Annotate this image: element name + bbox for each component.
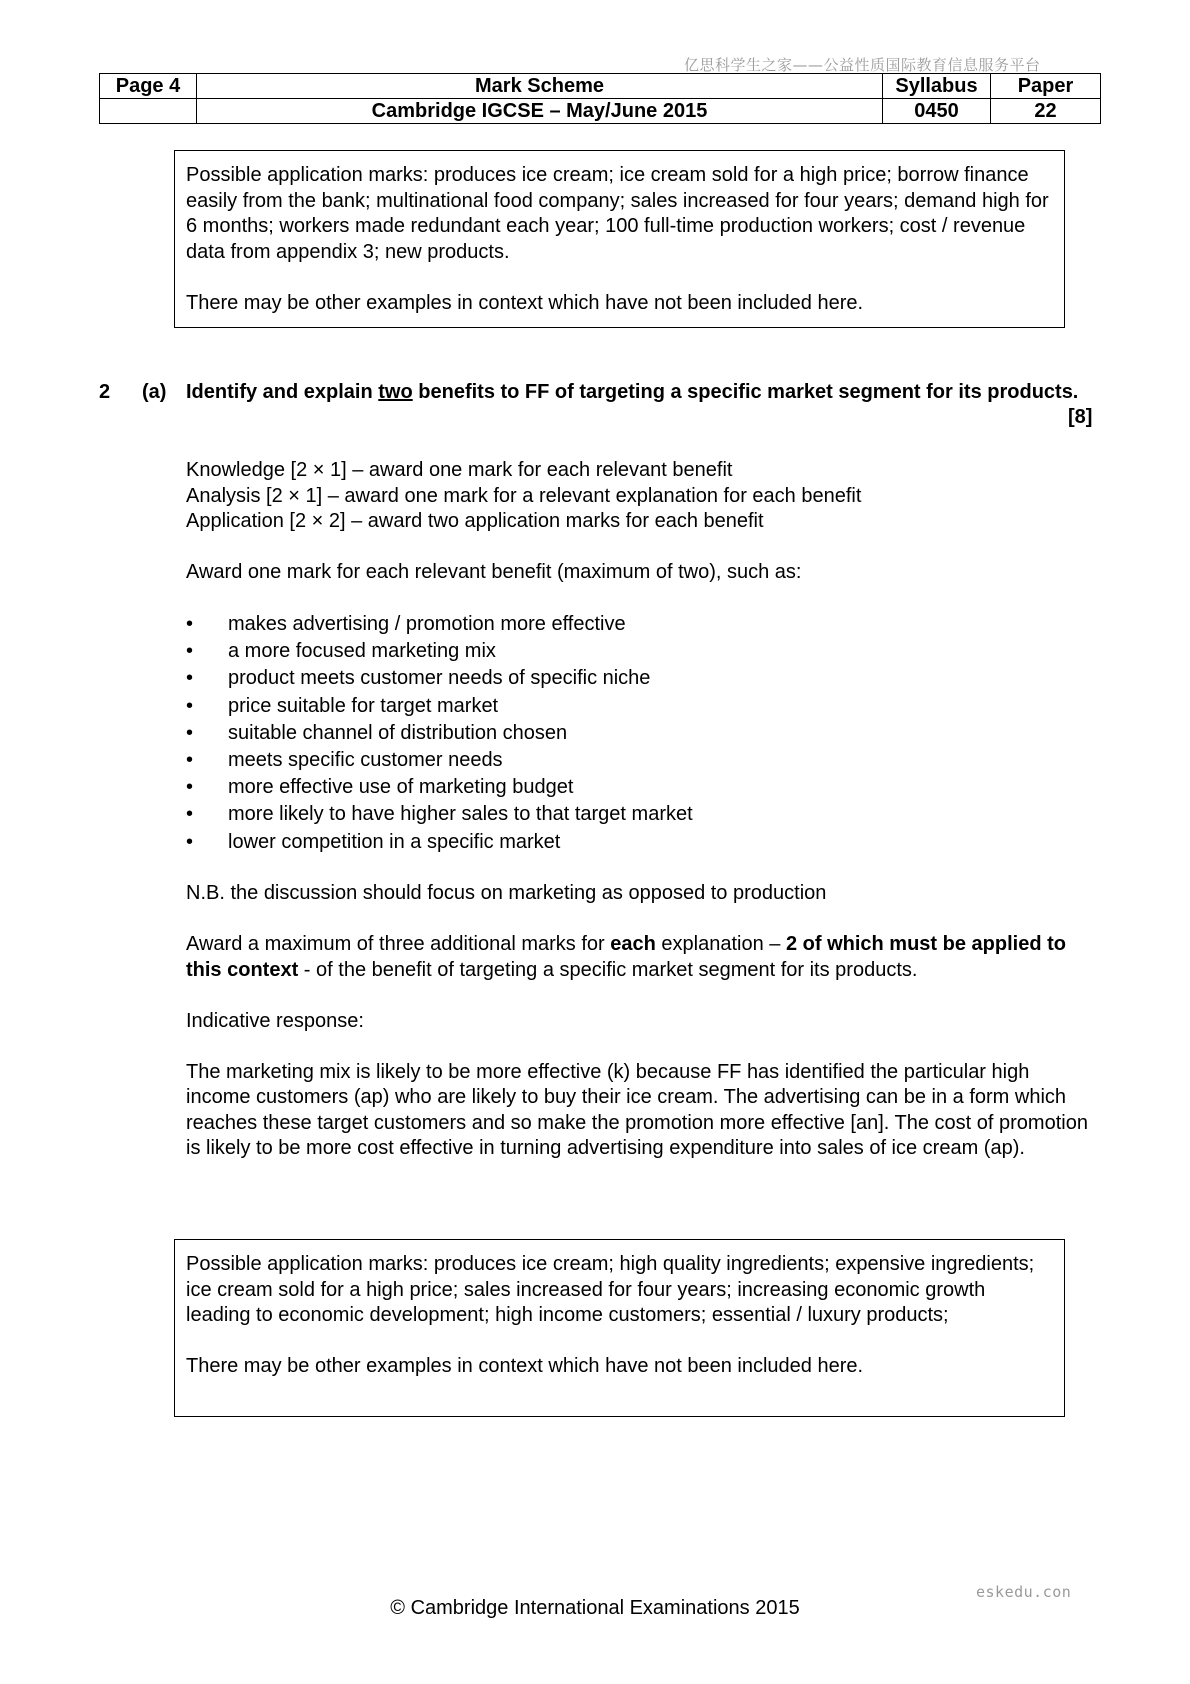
application-marks-box-1 — [174, 150, 1065, 328]
list-item: • more likely to have higher sales to that target market — [186, 801, 1096, 828]
list-item: • lower competition in a specific market — [186, 829, 1096, 856]
question-text-end: benefits to FF of targeting a specific market segment for its products. — [412, 381, 1079, 403]
bullet-icon: • — [186, 640, 194, 663]
application-marks-note: There may be other examples in context which have not been included here. — [186, 1355, 864, 1377]
copyright-footer: © Cambridge International Examinations 2015 — [390, 1597, 800, 1619]
question-marks: [8] — [1068, 406, 1093, 428]
application-marks-box-2 — [174, 1239, 1065, 1417]
question-text-start: Identify and explain — [186, 381, 379, 403]
bullet-icon: • — [186, 721, 194, 744]
indicative-label: Indicative response: — [186, 1009, 364, 1032]
list-item: • meets specific customer needs — [186, 747, 1096, 774]
criteria-analysis: Analysis [2 × 1] – award one mark for a relevant explanation for each benefit — [186, 484, 862, 507]
header-table — [99, 73, 1101, 124]
list-item: • suitable channel of distribution chosen — [186, 720, 1096, 747]
bullet-icon: • — [186, 776, 194, 799]
bottom-watermark: eskedu.con — [976, 1583, 1072, 1601]
indicative-response: The marketing mix is likely to be more effective (k) because FF has identified the particular high income customers (ap) who are likely to buy their ice cream. The advertising can be in a form which reaches these target customers and so make the promotion more effective [an]. The cost of promotion is likely to be more cost effective in turning advertising expenditure into sales of ice cream (ap). — [186, 1060, 1088, 1160]
additional-marks-text: Award a maximum of three additional marks for each explanation – 2 of which must be applied to this context - of the benefit of targeting a specific market segment for its products. — [186, 933, 1066, 981]
question-part: (a) — [142, 381, 167, 403]
list-item: • product meets customer needs of specific niche — [186, 665, 1096, 692]
document-subtitle: Cambridge IGCSE – May/June 2015 — [197, 99, 883, 124]
question-text — [186, 380, 1086, 406]
list-item: • price suitable for target market — [186, 693, 1096, 720]
criteria-knowledge: Knowledge [2 × 1] – award one mark for each relevant benefit — [186, 459, 733, 481]
question-text-underlined: two — [378, 381, 413, 403]
syllabus-label: Syllabus — [883, 74, 991, 99]
paper-label: Paper — [991, 74, 1101, 99]
bullet-icon: • — [186, 613, 194, 635]
award-intro: Award one mark for each relevant benefit (maximum of two), such as: — [186, 561, 802, 583]
mark-scheme-body — [186, 458, 1096, 1162]
bullet-icon: • — [186, 749, 194, 772]
application-marks-note: There may be other examples in context which have not been included here. — [186, 291, 864, 314]
criteria-application: Application [2 × 2] – award two application marks for each benefit — [186, 510, 764, 532]
benefit-list — [186, 611, 1096, 856]
application-marks-text: Possible application marks: produces ice cream; ice cream sold for a high price; borrow finance easily from the bank; multinational food company; sales increased for four years; demand high for 6 months; workers made redundant each year; 100 full-time production workers; cost / revenue data from appendix 3; new products. — [186, 164, 1049, 263]
list-item: • makes advertising / promotion more effective — [186, 611, 1096, 638]
bullet-icon: • — [186, 694, 194, 717]
bullet-icon: • — [186, 830, 194, 853]
bullet-icon: • — [186, 667, 194, 690]
list-item: • more effective use of marketing budget — [186, 774, 1096, 801]
list-item: • a more focused marketing mix — [186, 638, 1096, 665]
application-marks-text: Possible application marks: produces ice cream; high quality ingredients; expensive ingredients; ice cream sold for a high price; sales increased for four years; increasing economic growth leading to economic development; high income customers; essential / luxury products; — [186, 1253, 1035, 1326]
page-number: Page 4 — [100, 74, 197, 99]
question-number: 2 — [99, 381, 111, 403]
header-blank-cell — [100, 99, 197, 124]
document-title: Mark Scheme — [197, 74, 883, 99]
bullet-icon: • — [186, 803, 194, 826]
paper-value: 22 — [991, 99, 1101, 124]
top-watermark: 亿思科学生之家——公益性质国际教育信息服务平台 — [684, 56, 1041, 74]
nb-note: N.B. the discussion should focus on marketing as opposed to production — [186, 882, 827, 905]
syllabus-value: 0450 — [883, 99, 991, 124]
